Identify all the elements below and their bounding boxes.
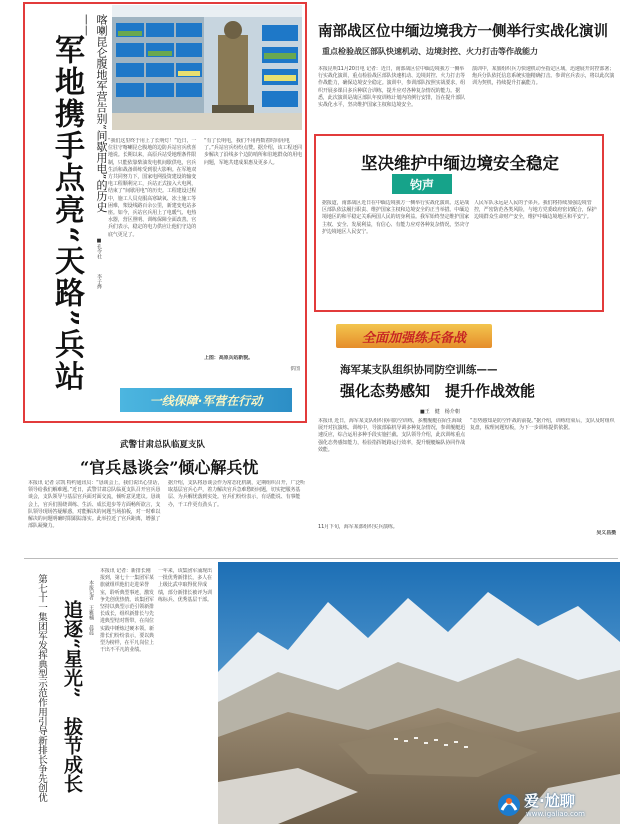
training-kicker: 海军某支队组织协同防空训练—— (340, 364, 498, 376)
left-story-banner: 一线保障·军营在行动 (120, 388, 292, 412)
right-story-body-b: 演训中，某旅组织兵力快速机动至指定区域，迅速展开封控部署；炮兵分队依托信息系统实施精确打击。参训官兵表示，将以此次演训为契机，持续提升打赢能力。 (472, 66, 615, 87)
left-story-body-b: “有了长明电，我们不用再数着时间用电了。”兵站官兵纷纷点赞。据介绍，该工程还同步解决了沿线多个边防哨所和驻地群众的用电问题，军地共建成果惠及更多人。 (204, 138, 302, 166)
left-story-byline-b: 李子烨 (96, 274, 102, 289)
right-story-subheadline: 重点检验战区部队快速机动、边境封控、火力打击等作战能力 (322, 47, 538, 56)
watermark-icon (496, 792, 522, 818)
right-story-headline: 南部战区位中缅边境我方一侧举行实战化演训 (318, 23, 608, 40)
watermark (496, 788, 622, 824)
commentary-headline: 坚决维护中缅边境安全稳定 (361, 154, 559, 173)
training-headline: 强化态势感知 提升作战效能 (340, 382, 536, 400)
training-body: 本报讯 近日，海军某支队组织协同防空训练，多艘舰艇在陌生海域展开对抗演练。训练中，导演部临机导调多种复杂情况，参训舰艇迅速反应，综合运用多种手段实施拦截。支队领导介绍，此次训练重点强化态势感知能力，检验指挥链路运行效率，提升舰艇编队协同作战效能。 (318, 418, 466, 453)
commentary-body-b: 人民军队永远是人民的子弟兵。我们将持续加强边境管控，严密防范各类风险，与地方党委政府密切配合，保护边境群众生命财产安全，维护中缅边境地区和平安宁。 (474, 200, 597, 221)
watermark-url: www.igaliao.com (526, 810, 585, 818)
bottom-body-b: 一年来，该集团军涌现出一批优秀新排长，多人在上级比武中取得优异成绩，部分新排长被评为训练标兵、优秀基层干部。 (158, 568, 212, 603)
training-banner-text: 全面加强练兵备战 (361, 330, 466, 346)
bottom-headline: 追逐“星光” 拔节成长 (61, 600, 83, 793)
left-story-body: “我们这里终于用上了长明灯！”近日，一位驻守喀喇昆仑腹地的边防兵站官兵欣喜地说。长期以来，高原兵站受地理条件限制，只能依靠柴油发电机间歇供电，官兵生活和战备训练受到很大影响。在军地双方共同努力下，国家电网投资建设的输变电工程顺利完工，兵站正式接入大电网，结束了“间歇用电”的历史。工程建设过程中，施工人员克服高寒缺氧、冻土施工等困难，架设线路百余公里，新建变电站多座。如今，兵站官兵用上了电暖气、电热水器，营区照明、训练保障全面改善。官兵们表示，稳定的电力供应让他们守边的底气更足了。 (108, 138, 197, 238)
training-body-b: “态势感知是防空作战的前提。”据介绍，训练结束后，支队及时组织复盘，梳理问题短板，为下一步训练提供依据。 (470, 418, 615, 432)
bottom-body: 本报讯 记者：新排长刚报到，第七十一集团军某旅就组织他们走进荣誉室，聆听典型事迹，激发争先创优热情。该集团军坚持以典型示范引领新排长成长，组织新排长与先进典型结对帮带，在岗位实践中锤炼过硬本领。新排长们纷纷表示，要以典型为榜样，在平凡岗位上干出不平凡的业绩。 (100, 568, 154, 654)
bottom-subtitle: 第七十一集团军发挥典型示范作用引导新排长争先创优 (36, 574, 47, 802)
left-story-photo-credit: 供图 (290, 366, 300, 372)
left-story-photo (112, 5, 302, 130)
commentary-label-text: 钧声 (409, 177, 434, 192)
middle-headline: “官兵恳谈会”倾心解兵忧 (80, 458, 259, 477)
training-banner (336, 324, 492, 348)
left-story-headline: 军地携手点亮“天路”兵站 (49, 34, 84, 393)
training-footer: 11月下旬，海军某部组织实兵演练。 (318, 524, 398, 530)
training-credit: 吴义昌摄 (596, 530, 616, 536)
commentary-label (392, 174, 452, 194)
middle-body-b: 据介绍，支队将恳谈会作为常态化机制，定期组织召开，广泛听取基层官兵心声，着力解决官兵急难愁盼问题，切实把服务基层、为兵解忧落到实处。官兵们纷纷表示，有话能说、有事能办，干工作更有劲头了。 (168, 480, 306, 508)
bottom-byline: 本报记者 王雅楠 晨晨 (88, 580, 94, 635)
left-story-byline-a: ■孔令社 (96, 238, 102, 259)
training-byline: ■王 健 杨介朝 (420, 409, 460, 415)
middle-body: 本报讯 记者 宗凯 特约通讯员：“恳谈会上，我们说出心里话，领导给我们解难题。”近日，武警甘肃总队临夏支队召开官兵恳谈会，支队领导与基层官兵面对面交流，倾听意见建议。恳谈会上，官兵们围绕训练、生活、成长进步等方面畅所欲言，支队领导现场答疑解惑，对能解决的问题当场拍板，对一时难以解决的问题明确时限跟踪落实。此举拉近了官兵距离，增强了部队凝聚力。 (28, 480, 163, 530)
divider (24, 558, 618, 559)
left-story-footer: 上图：高原兵站新貌。 (204, 355, 254, 361)
right-story-body: 本报昆明11月20日电 记者：近日，南部战区位中缅边境我方一侧举行实战化演训，重点检验战区部队快速机动、边境封控、火力打击等作战能力，确保边境安全稳定。演训中，参训部队按照实战要求，组织开展多课目多兵种联合训练，提升应对各种复杂情况的能力。据悉，此次演训是战区部队年度训练计划内的例行安排，旨在提升部队实战化水平，坚决维护国家主权和边境安全。 (318, 66, 466, 109)
commentary-body: 据报道，南部战区近日在中缅边境我方一侧举行实战化演训。这是战区部队依法履行职责、维护国家主权和边境安全的正当举措。中缅边境地区的和平稳定关系两国人民的切身利益。我军始终坚定维护国家主权、安全、发展利益，有信心、有能力应对各种复杂情况，坚决守护边境地区人民安宁。 (322, 200, 470, 235)
left-story-subtitle: 喀喇昆仑腹地军营告别“间歇用电”的历史—— (80, 14, 108, 213)
mountain-photo (218, 562, 620, 824)
middle-kicker: 武警甘肃总队临夏支队 (120, 440, 206, 450)
watermark-brand: 爱·尬聊 (524, 792, 575, 810)
